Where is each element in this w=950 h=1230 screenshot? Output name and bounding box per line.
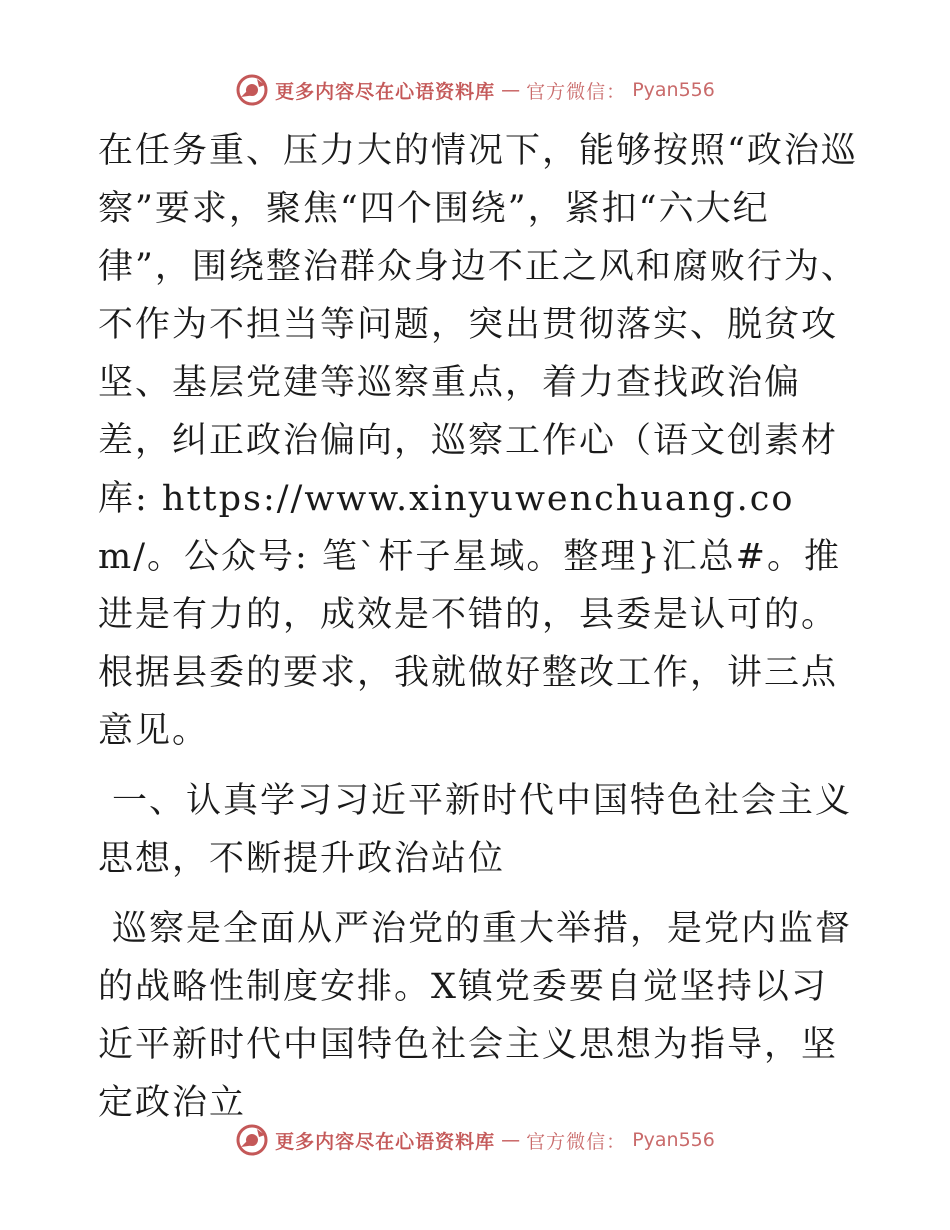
watermark-brand-text: 更多内容尽在心语资料库 — [275, 80, 496, 103]
header-watermark — [0, 70, 950, 110]
watermark-separator: — — [501, 79, 521, 101]
section-heading: 一、认真学习习近平新时代中国特色社会主义思想，不断提升政治站位 — [98, 781, 853, 879]
watermark-wechat-id: Pyan556 — [632, 1129, 715, 1151]
watermark-wechat-id: Pyan556 — [632, 79, 715, 101]
body-paragraph: 巡察是全面从严治党的重大举措，是党内监督的战略性制度安排。X镇党委要自觉坚持以习近平新时代中国特色社会主义思想为指导，坚定政治立 — [98, 909, 853, 1123]
footer-watermark — [0, 1120, 950, 1160]
body-paragraph: 在任务重、压力大的情况下，能够按照“政治巡察”要求，聚焦“四个围绕”，紧扣“六大纪律”，围绕整治群众身边不正之风和腐败行为、不作为不担当等问题，突出贯彻落实、脱贫攻坚、基层党建等巡察重点，着力查找政治偏差，纠正政治偏向，巡察工作心（语文创素材库: https://www.xinyuwenchuang.com/。公众号: 笔`杆子星域。整理}汇总#。推进是有力的，成效是不错的，县委是认可的。根据县委的要求，我就做好整改工作，讲三点意见。 — [98, 131, 858, 751]
watermark-wechat-label: 官方微信： — [526, 1130, 627, 1153]
red-circular-logo-icon — [235, 1123, 269, 1157]
document-body — [98, 122, 858, 1132]
watermark-separator: — — [501, 1129, 521, 1151]
red-circular-logo-icon — [235, 73, 269, 107]
watermark-wechat-label: 官方微信： — [526, 80, 627, 103]
watermark-brand-text: 更多内容尽在心语资料库 — [275, 1130, 496, 1153]
